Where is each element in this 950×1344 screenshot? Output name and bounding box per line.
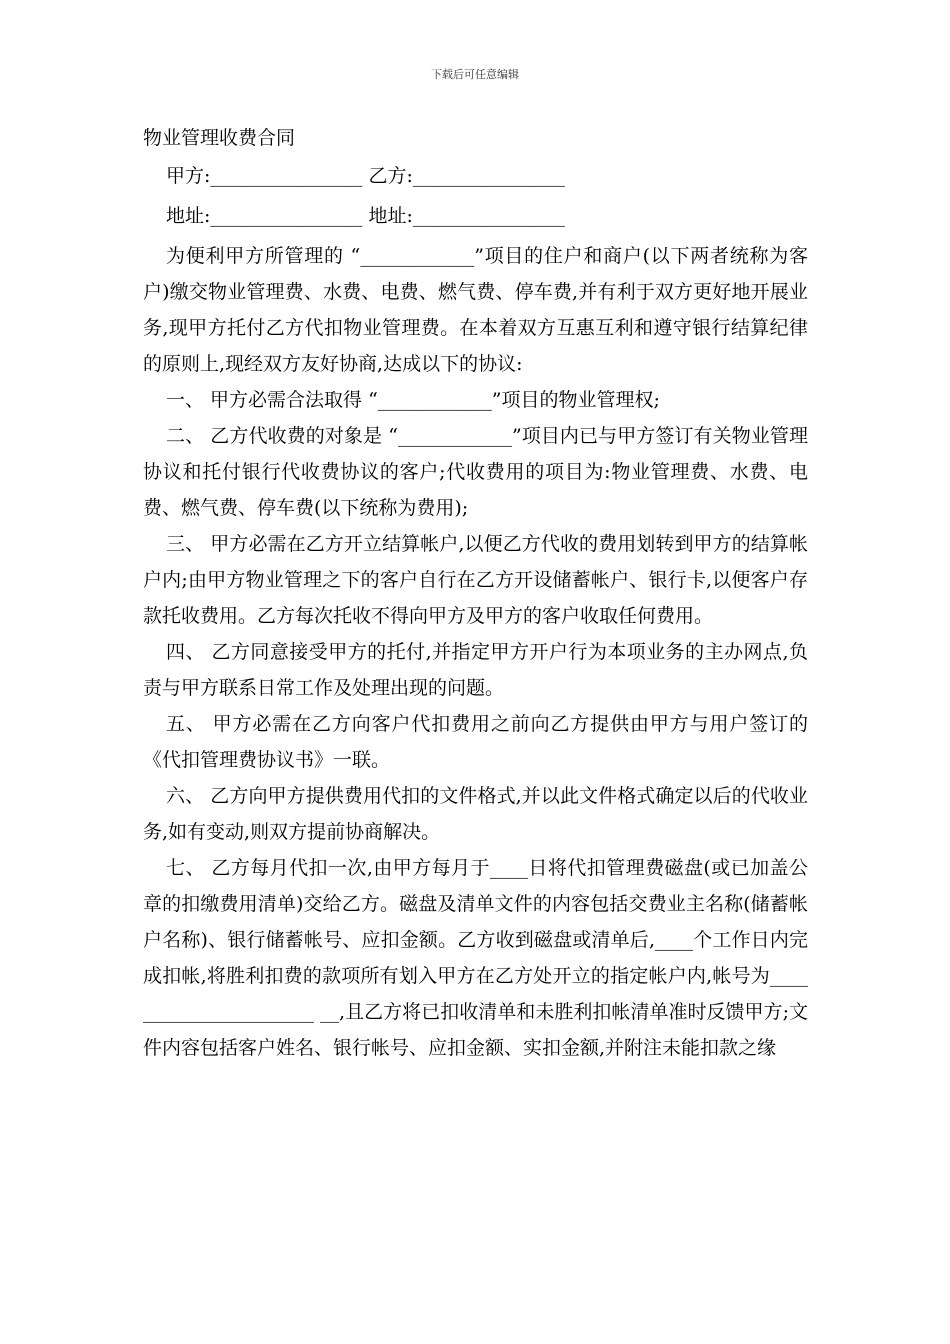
clause-6: 六、 乙方向甲方提供费用代扣的文件格式,并以此文件格式确定以后的代收业务,如有变动,则双方提前协商解决。 <box>143 785 808 843</box>
page-header-note: 下载后可任意编辑 <box>431 68 519 81</box>
document-title: 物业管理收费合同 <box>143 127 296 149</box>
clause-3: 三、 甲方必需在乙方开立结算帐户,以便乙方代收的费用划转到甲方的结算帐户内;由甲方物业管理之下的客户自行在乙方开设储蓄帐户、银行卡,以便客户存款托收费用。乙方每次托收不得向甲方及甲方的客户收取任何费用。 <box>143 533 808 627</box>
intro-paragraph: 为便利甲方所管理的 “____________”项目的住户和商户(以下两者统称为客户)缴交物业管理费、水费、电费、燃气费、停车费,并有利于双方更好地开展业务,现甲方托付乙方代扣物业管理费。在本着双方互惠互利和遵守银行结算纪律的原则上,现经双方友好协商,达成以下的协议: <box>143 245 808 375</box>
clause-5: 五、 甲方必需在乙方向客户代扣费用之前向乙方提供由甲方与用户签订的《代扣管理费协议书》一联。 <box>143 713 808 771</box>
clause-1: 一、 甲方必需合法取得 “____________”项目的物业管理权; <box>166 389 660 411</box>
party-line: 甲方:________________ 乙方:________________ <box>166 165 565 187</box>
contract-body <box>143 118 808 1066</box>
clause-7: 七、 乙方每月代扣一次,由甲方每月于____日将代扣管理费磁盘(或已加盖公章的扣缴费用清单)交给乙方。磁盘及清单文件的内容包括交费业主名称(储蓄帐户名称)、银行储蓄帐号、应扣金额。乙方收到磁盘或清单后,____个工作日内完成扣帐,将胜利扣费的款项所有划入甲方在乙方处开立的指定帐户内,帐号为______________________ __,且乙方将已扣收清单和未胜利扣帐清单准时反馈甲方;文件内容包括客户姓名、银行帐号、应扣金额、实扣金额,并附注未能扣款之缘 <box>143 857 808 1059</box>
clause-2: 二、 乙方代收费的对象是 “____________”项目内已与甲方签订有关物业管理协议和托付银行代收费协议的客户;代收费用的项目为:物业管理费、水费、电费、燃气费、停车费(以下统称为费用); <box>143 425 808 519</box>
address-line: 地址:________________ 地址:________________ <box>166 205 565 227</box>
clause-4: 四、 乙方同意接受甲方的托付,并指定甲方开户行为本项业务的主办网点,负责与甲方联系日常工作及处理出现的问题。 <box>143 641 808 699</box>
